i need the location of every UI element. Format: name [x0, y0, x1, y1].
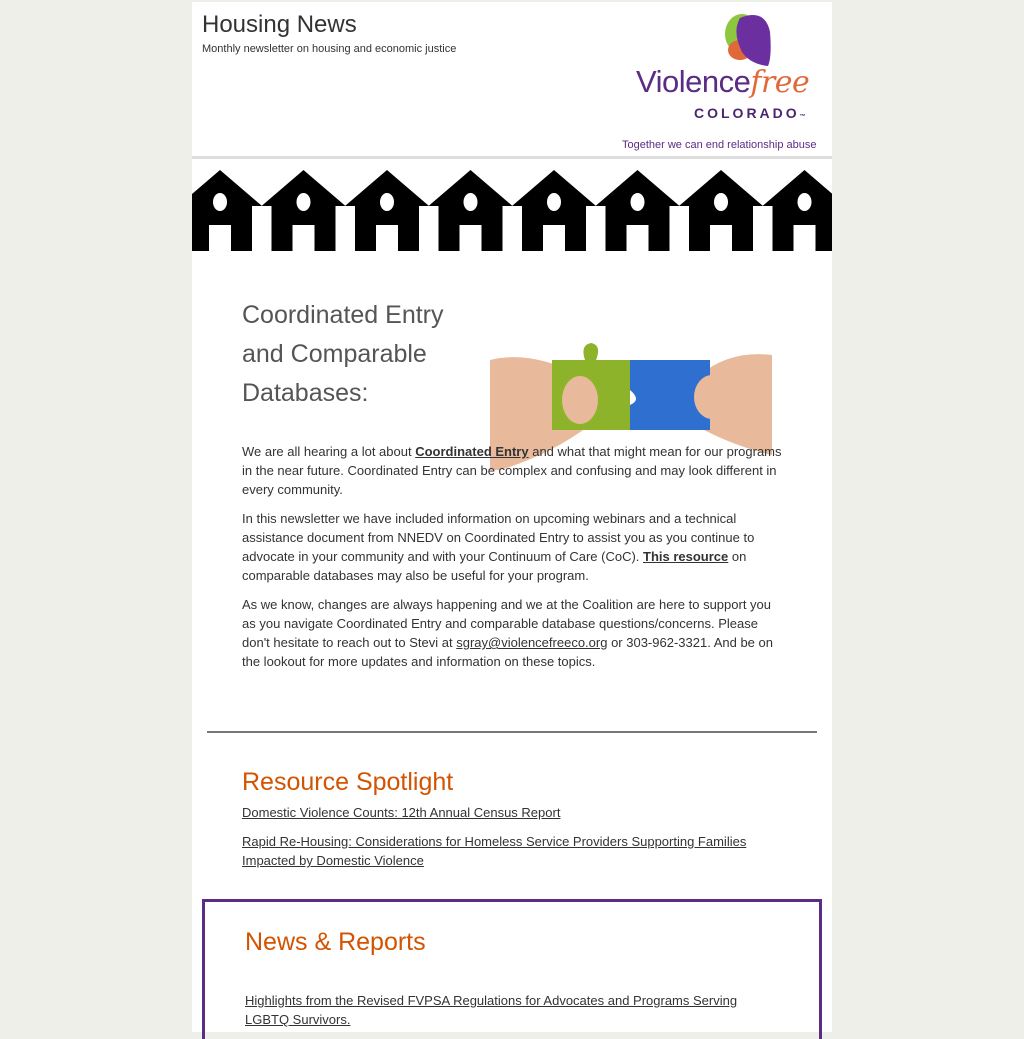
section-divider	[207, 731, 817, 733]
paragraph-3: As we know, changes are always happening and we at the Coalition are here to support you as you navigate Coordinated Entry and comparable database questions/concerns. Please don't hesitate to reach out to Stevi at sgray@violencefreeco.org or 303-962-3321. And be on the lookout for more updates and information on these topics.	[242, 597, 773, 669]
resource-link[interactable]: Domestic Violence Counts: 12th Annual Census Report	[242, 805, 561, 820]
butterfly-icon	[720, 12, 780, 70]
this-resource-link[interactable]: This resource	[643, 549, 729, 564]
news-link[interactable]: Highlights from the Revised FVPSA Regulations for Advocates and Programs Serving LGBTQ Survivors.	[245, 993, 738, 1027]
house-icon	[262, 170, 346, 251]
paragraph-2: In this newsletter we have included information on upcoming webinars and a technical assistance document from NNEDV on Coordinated Entry to assist you as you continue to advocate in your community and with your Continuum of Care (CoC). This resource on comparable databases may also be useful for your program.	[242, 511, 755, 583]
newsletter	[192, 2, 832, 1032]
violence-free-colorado-logo[interactable]	[620, 8, 825, 153]
news-reports-heading: News & Reports	[245, 928, 426, 956]
logo-tagline: Together we can end relationship abuse	[622, 139, 817, 151]
paragraph-1: We are all hearing a lot about Coordinated Entry and what that might mean for our programs in the near future. Coordinated Entry can be complex and confusing and may look different in every community.	[242, 444, 782, 497]
news-reports-box	[202, 899, 822, 1039]
newsletter-subtitle: Monthly newsletter on housing and economic justice	[202, 43, 457, 55]
article-title: Coordinated Entry and Comparable Databases:	[242, 301, 444, 407]
logo-wordmark: Violencefree	[636, 64, 810, 100]
house-icon	[596, 170, 680, 251]
house-icon	[512, 170, 596, 251]
resource-link[interactable]: Rapid Re-Housing: Considerations for Homeless Service Providers Supporting Families Impacted by Domestic Violence	[242, 834, 747, 868]
email-link[interactable]: sgray@violencefreeco.org	[456, 635, 608, 650]
article-body	[242, 442, 787, 681]
house-icon	[192, 170, 262, 251]
house-icon	[763, 170, 833, 251]
house-icon	[679, 170, 763, 251]
coordinated-entry-link[interactable]: Coordinated Entry	[415, 444, 529, 459]
logo-state: COLORADO™	[694, 105, 809, 121]
newsletter-title: Housing News	[202, 11, 357, 38]
houses-banner	[192, 170, 832, 251]
house-icon	[429, 170, 513, 251]
header-divider	[192, 156, 832, 159]
house-icon	[345, 170, 429, 251]
resource-spotlight-heading: Resource Spotlight	[242, 768, 454, 796]
